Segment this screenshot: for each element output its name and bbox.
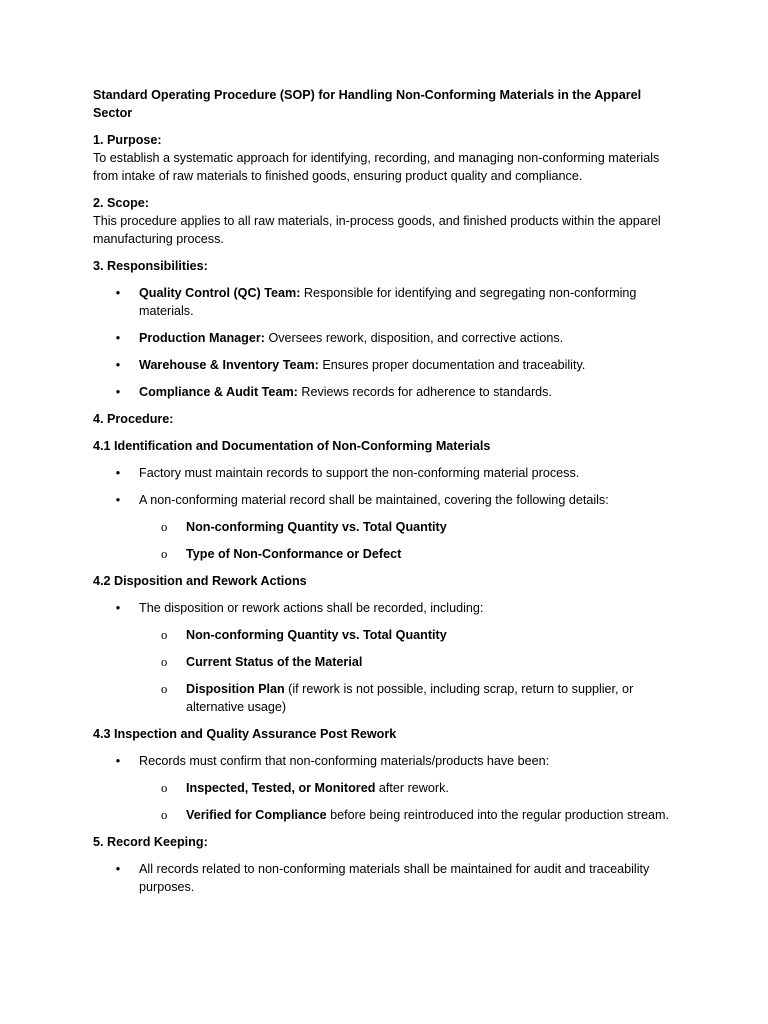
- section-4-1-list: [93, 464, 683, 563]
- sub-list-item: [139, 779, 683, 797]
- purpose-heading: 1. Purpose:: [93, 133, 162, 147]
- list-item-text: Records must confirm that non-conforming materials/products have been:: [139, 754, 550, 768]
- role-name: Warehouse & Inventory Team:: [139, 358, 319, 372]
- document-body: [93, 86, 683, 905]
- bullet-icon: •: [115, 286, 121, 300]
- purpose-text: To establish a systematic approach for identifying, recording, and managing non-conforming materials from intake of raw materials to finished goods, ensuring product quality and compliance.: [93, 151, 660, 183]
- list-item: [93, 491, 683, 563]
- sub-item-bold: Non-conforming Quantity vs. Total Quantity: [186, 628, 447, 642]
- list-item-text: Factory must maintain records to support the non-conforming material process.: [139, 466, 580, 480]
- responsibilities-list: [93, 284, 683, 401]
- list-item-text: The disposition or rework actions shall be recorded, including:: [139, 601, 484, 615]
- sub-item-bold: Disposition Plan: [186, 682, 285, 696]
- sub-list-item: [139, 653, 683, 671]
- bullet-icon: •: [115, 493, 121, 507]
- sub-item-text: after rework.: [375, 781, 449, 795]
- sub-item-bold: Current Status of the Material: [186, 655, 363, 669]
- list-item: [93, 356, 683, 374]
- role-description: Reviews records for adherence to standards.: [297, 385, 552, 399]
- sub-list-item: [139, 680, 683, 716]
- sub-bullet-icon: o: [161, 547, 168, 561]
- role-name: Compliance & Audit Team:: [139, 385, 298, 399]
- list-item-text: All records related to non-conforming materials shall be maintained for audit and traceability purposes.: [139, 862, 650, 894]
- role-description: Ensures proper documentation and traceability.: [318, 358, 586, 372]
- list-item: [93, 860, 683, 896]
- list-item-text: A non-conforming material record shall be maintained, covering the following details:: [139, 493, 609, 507]
- list-item: [93, 329, 683, 347]
- bullet-icon: •: [115, 862, 121, 876]
- section-4-2-list: [93, 599, 683, 716]
- sub-item-bold: Inspected, Tested, or Monitored: [186, 781, 376, 795]
- sub-item-bold: Verified for Compliance: [186, 808, 327, 822]
- sub-list-item: [139, 806, 683, 824]
- document-title: Standard Operating Procedure (SOP) for Handling Non-Conforming Materials in the Apparel Sector: [93, 88, 642, 120]
- bullet-icon: •: [115, 358, 121, 372]
- list-item: [93, 383, 683, 401]
- role-name: Production Manager:: [139, 331, 265, 345]
- sub-bullet-icon: o: [161, 682, 168, 696]
- sub-item-bold: Type of Non-Conformance or Defect: [186, 547, 402, 561]
- bullet-icon: •: [115, 331, 121, 345]
- sub-item-text: (if rework is not possible, including scrap, return to supplier, or alternative usage): [186, 682, 634, 714]
- sub-list: [139, 518, 683, 563]
- role-name: Quality Control (QC) Team:: [139, 286, 301, 300]
- sub-item-bold: Non-conforming Quantity vs. Total Quantity: [186, 520, 447, 534]
- role-description: Oversees rework, disposition, and corrective actions.: [264, 331, 564, 345]
- list-item: [93, 464, 683, 482]
- section-4-1-heading: 4.1 Identification and Documentation of Non-Conforming Materials: [93, 439, 491, 453]
- role-description: Responsible for identifying and segregating non-conforming materials.: [139, 286, 637, 318]
- responsibilities-heading: 3. Responsibilities:: [93, 259, 208, 273]
- record-keeping-list: [93, 860, 683, 896]
- record-keeping-heading: 5. Record Keeping:: [93, 835, 208, 849]
- bullet-icon: •: [115, 466, 121, 480]
- bullet-icon: •: [115, 754, 121, 768]
- sub-bullet-icon: o: [161, 781, 168, 795]
- sub-list-item: [139, 626, 683, 644]
- sub-bullet-icon: o: [161, 808, 168, 822]
- section-4-3-list: [93, 752, 683, 824]
- scope-text: This procedure applies to all raw materials, in-process goods, and finished products within the apparel manufacturing process.: [93, 214, 661, 246]
- scope-heading: 2. Scope:: [93, 196, 149, 210]
- sub-item-text: before being reintroduced into the regular production stream.: [326, 808, 670, 822]
- bullet-icon: •: [115, 601, 121, 615]
- section-4-2-heading: 4.2 Disposition and Rework Actions: [93, 574, 307, 588]
- sub-bullet-icon: o: [161, 628, 168, 642]
- list-item: [93, 284, 683, 320]
- procedure-heading: 4. Procedure:: [93, 412, 174, 426]
- sub-list: [139, 779, 683, 824]
- sub-bullet-icon: o: [161, 655, 168, 669]
- bullet-icon: •: [115, 385, 121, 399]
- sub-list-item: [139, 545, 683, 563]
- sub-list: [139, 626, 683, 716]
- list-item: [93, 752, 683, 824]
- sub-bullet-icon: o: [161, 520, 168, 534]
- sub-list-item: [139, 518, 683, 536]
- list-item: [93, 599, 683, 716]
- section-4-3-heading: 4.3 Inspection and Quality Assurance Post Rework: [93, 727, 397, 741]
